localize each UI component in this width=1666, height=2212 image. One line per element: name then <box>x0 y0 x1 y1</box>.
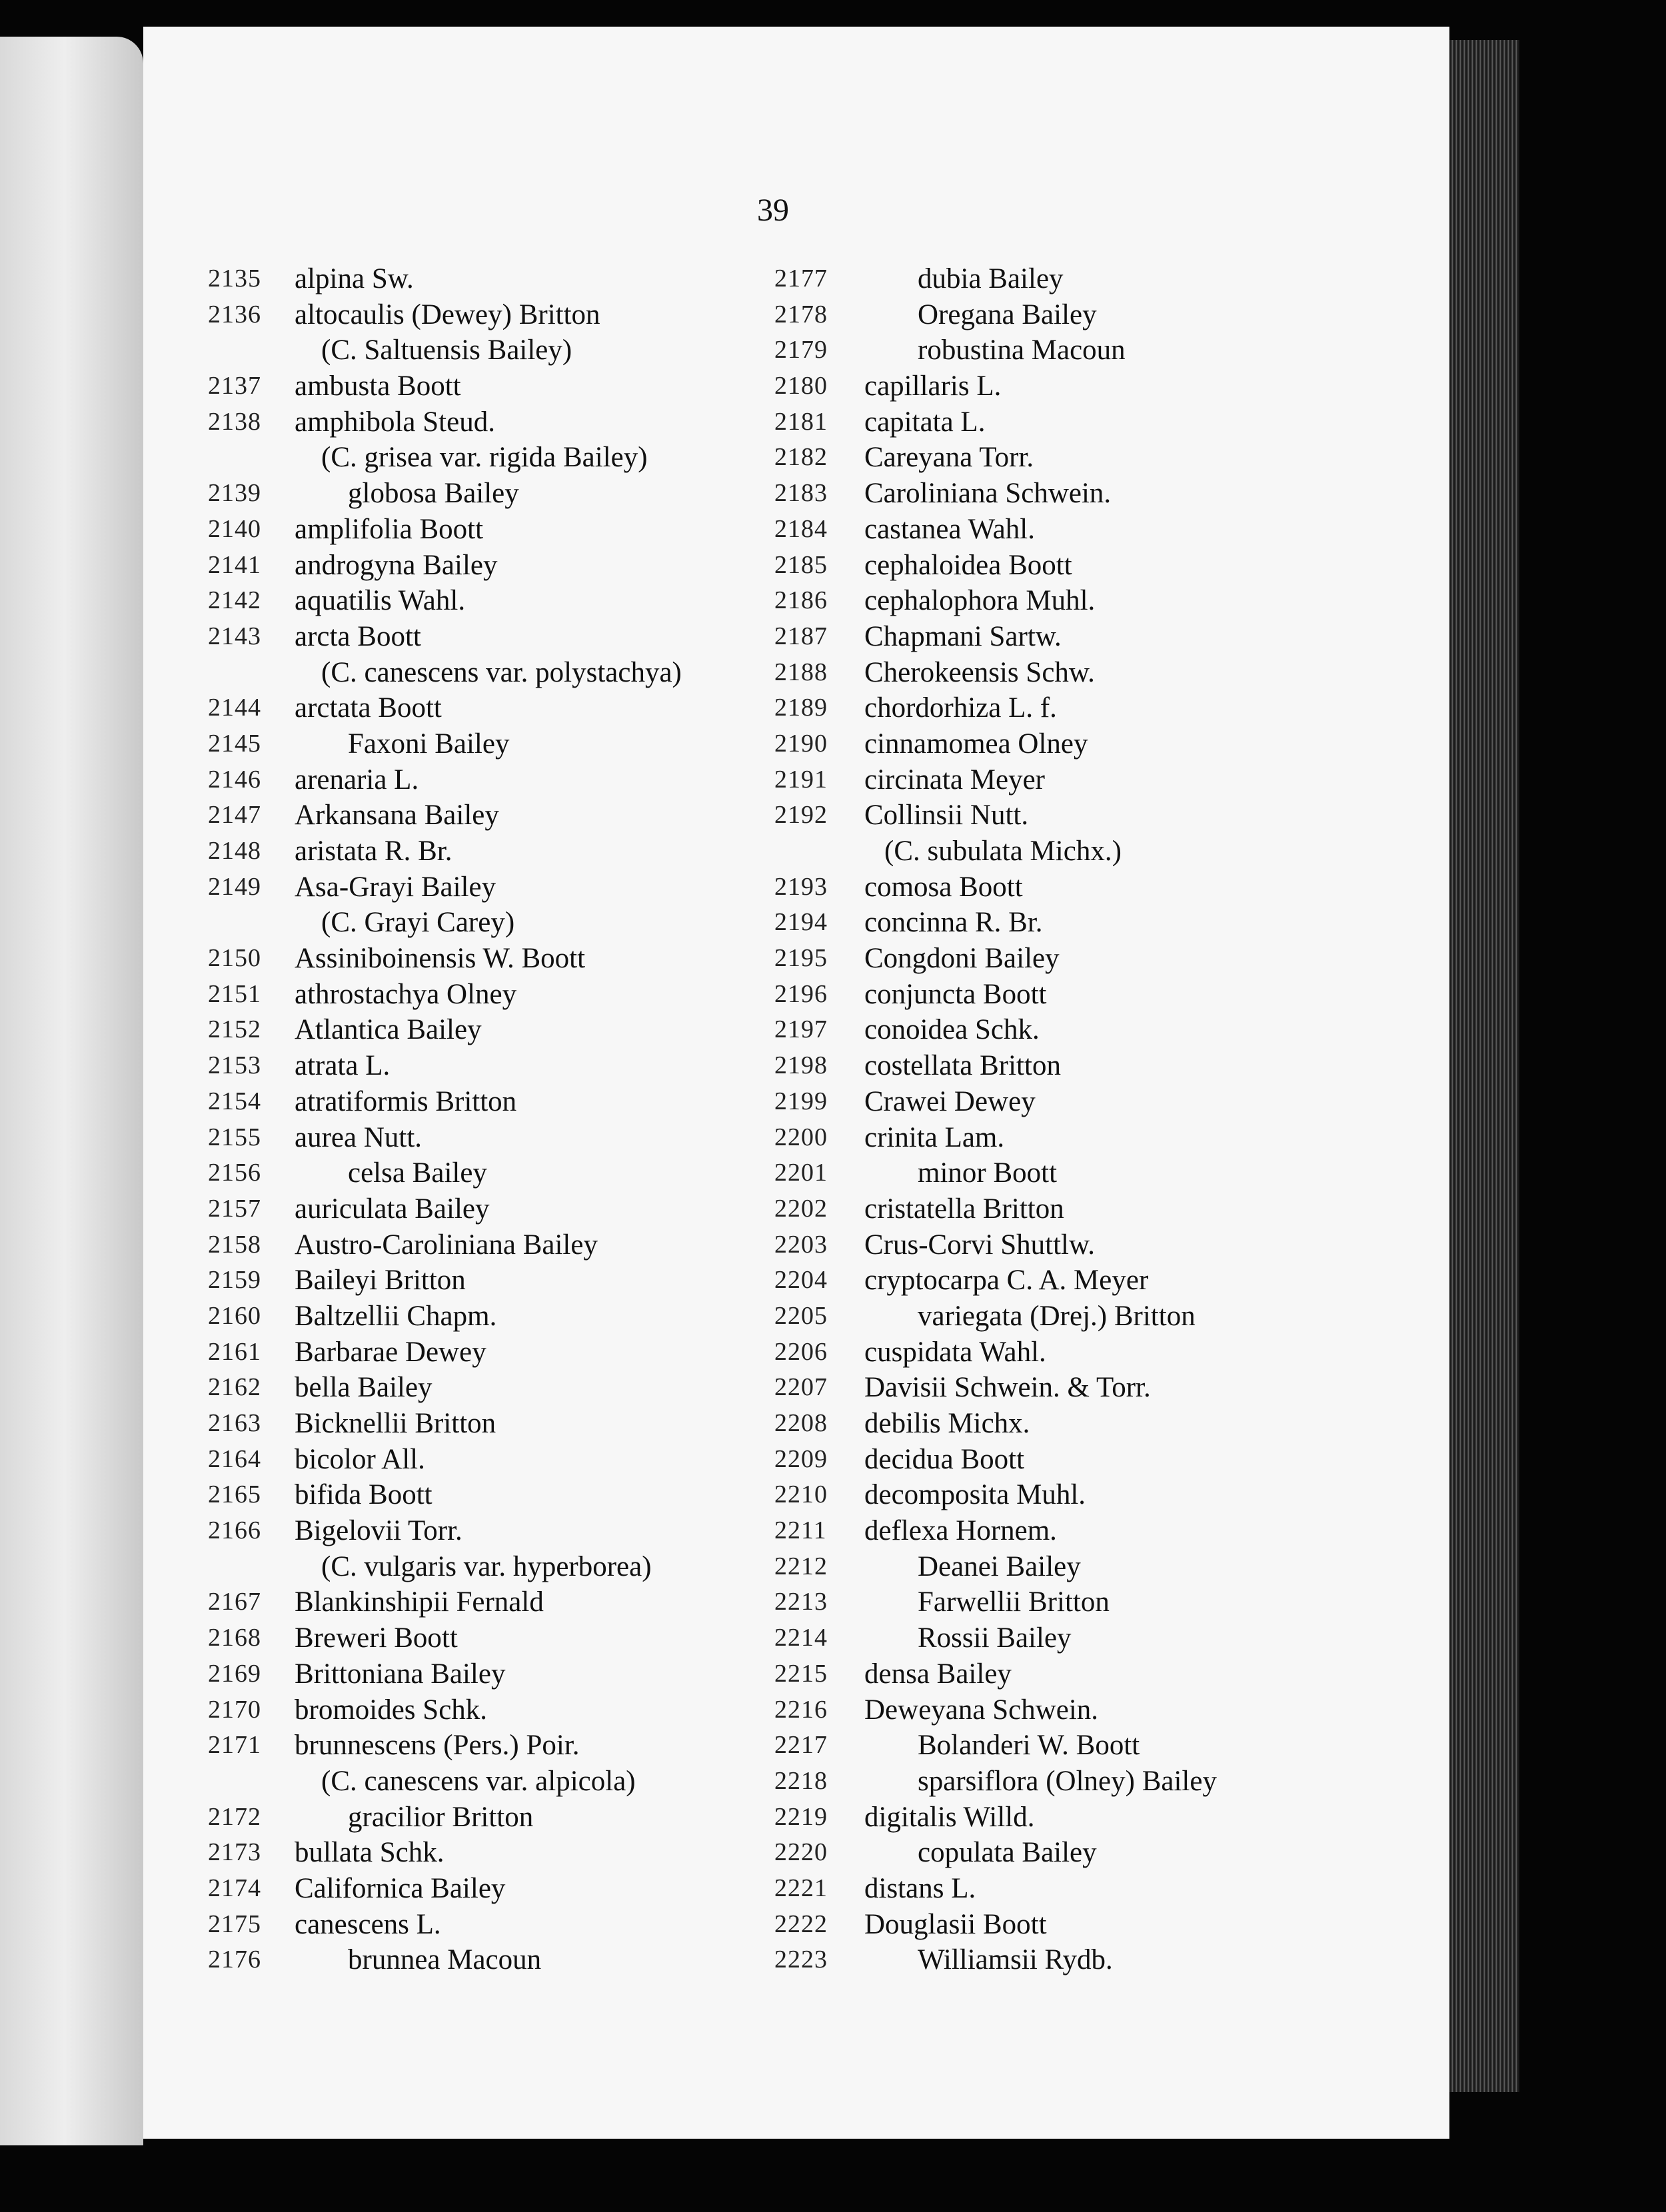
entry-text: costellata Britton <box>864 1050 1061 1082</box>
entry-number: 2201 <box>774 1159 828 1187</box>
entry-text: decomposita Muhl. <box>864 1479 1086 1511</box>
entry-text: Chapmani Sartw. <box>864 620 1062 652</box>
entry-text: digitalis Willd. <box>864 1801 1035 1833</box>
entry-text: aristata R. Br. <box>295 835 452 867</box>
entry-number: 2173 <box>208 1838 261 1867</box>
entry-text: Deanei Bailey <box>918 1550 1081 1582</box>
entry-number: 2187 <box>774 622 828 650</box>
facing-page-edge <box>0 37 143 2145</box>
entry-number: 2141 <box>208 550 261 579</box>
entry-number: 2215 <box>774 1659 828 1688</box>
entry-text: Oregana Bailey <box>918 298 1097 330</box>
entry-text: brunnescens (Pers.) Poir. <box>295 1730 580 1762</box>
entry-text: cephaloidea Boott <box>864 549 1072 581</box>
entry-text: (C. Grayi Carey) <box>321 907 515 939</box>
entry-text: auriculata Bailey <box>295 1193 490 1225</box>
entry-text: ambusta Boott <box>295 370 461 402</box>
entry-number: 2190 <box>774 729 828 758</box>
entry-number: 2160 <box>208 1301 261 1330</box>
entry-text: minor Boott <box>918 1157 1058 1189</box>
entry-text: crinita Lam. <box>864 1121 1005 1153</box>
entry-text: (C. canescens var. polystachya) <box>321 656 682 688</box>
entry-number: 2147 <box>208 801 261 830</box>
entry-number: 2200 <box>774 1123 828 1151</box>
entry-number: 2179 <box>774 336 828 364</box>
entry-number: 2182 <box>774 443 828 472</box>
entry-number: 2204 <box>774 1266 828 1295</box>
entry-number: 2165 <box>208 1480 261 1509</box>
entry-number: 2140 <box>208 514 261 543</box>
entry-number: 2158 <box>208 1230 261 1259</box>
entry-text: Cherokeensis Schw. <box>864 656 1095 688</box>
entry-number: 2196 <box>774 979 828 1008</box>
entry-text: brunnea Macoun <box>348 1944 542 1976</box>
entry-number: 2191 <box>774 765 828 794</box>
entry-text: Deweyana Schwein. <box>864 1694 1099 1726</box>
entry-text: aurea Nutt. <box>295 1121 422 1153</box>
entry-text: Atlantica Bailey <box>295 1014 482 1046</box>
entry-number: 2176 <box>208 1945 261 1974</box>
entry-text: Crawei Dewey <box>864 1085 1036 1117</box>
entry-number: 2181 <box>774 407 828 436</box>
entry-text: amphibola Steud. <box>295 406 495 438</box>
entry-text: Farwellii Britton <box>918 1586 1110 1618</box>
entry-number: 2193 <box>774 872 828 901</box>
entry-number: 2206 <box>774 1337 828 1366</box>
entry-text: capillaris L. <box>864 370 1002 402</box>
entry-number: 2223 <box>774 1945 828 1974</box>
entry-text: (C. vulgaris var. hyperborea) <box>321 1550 652 1582</box>
entry-number: 2195 <box>774 944 828 973</box>
entry-number: 2144 <box>208 694 261 722</box>
entry-text: Crus-Corvi Shuttlw. <box>864 1229 1096 1261</box>
entry-text: distans L. <box>864 1872 976 1904</box>
entry-text: altocaulis (Dewey) Britton <box>295 298 600 330</box>
entry-text: Rossii Bailey <box>918 1622 1072 1654</box>
entry-text: decidua Boott <box>864 1443 1025 1475</box>
entry-number: 2213 <box>774 1588 828 1616</box>
entry-number: 2210 <box>774 1480 828 1509</box>
entry-number: 2135 <box>208 265 261 292</box>
entry-text: Williamsii Rydb. <box>918 1944 1113 1976</box>
entry-number: 2164 <box>208 1444 261 1473</box>
entry-number: 2151 <box>208 979 261 1008</box>
entry-number: 2175 <box>208 1910 261 1938</box>
entry-text: dubia Bailey <box>918 263 1064 294</box>
entry-text: Blankinshipii Fernald <box>295 1586 544 1618</box>
entry-text: (C. grisea var. rigida Bailey) <box>321 442 648 474</box>
entry-number: 2156 <box>208 1159 261 1187</box>
entry-number: 2155 <box>208 1123 261 1151</box>
entry-number: 2205 <box>774 1301 828 1330</box>
entry-number: 2203 <box>774 1230 828 1259</box>
entry-text: canescens L. <box>295 1908 441 1940</box>
entry-number: 2180 <box>774 372 828 400</box>
entry-number: 2192 <box>774 801 828 830</box>
entry-text: Caroliniana Schwein. <box>864 478 1112 510</box>
entry-text: Baileyi Britton <box>295 1265 466 1297</box>
entry-number: 2214 <box>774 1624 828 1652</box>
entry-text: chordorhiza L. f. <box>864 692 1057 724</box>
entry-number: 2157 <box>208 1194 261 1223</box>
entry-number: 2222 <box>774 1910 828 1938</box>
entry-number: 2219 <box>774 1802 828 1831</box>
entry-number: 2154 <box>208 1087 261 1115</box>
entry-text: densa Bailey <box>864 1658 1012 1690</box>
entry-text: cryptocarpa C. A. Meyer <box>864 1265 1149 1297</box>
entry-text: Arkansana Bailey <box>295 800 499 831</box>
entry-text: Faxoni Bailey <box>348 728 510 760</box>
entry-text: copulata Bailey <box>918 1837 1097 1869</box>
entry-text: robustina Macoun <box>918 334 1126 366</box>
entry-number: 2218 <box>774 1766 828 1795</box>
entry-text: deflexa Hornem. <box>864 1515 1057 1547</box>
entry-number: 2178 <box>774 300 828 328</box>
entry-text: bifida Boott <box>295 1479 432 1511</box>
entry-number: 2211 <box>774 1516 827 1545</box>
entry-text: arcta Boott <box>295 620 421 652</box>
entry-number: 2202 <box>774 1194 828 1223</box>
entry-number: 2137 <box>208 372 261 400</box>
entry-number: 2185 <box>774 550 828 579</box>
entry-text: amplifolia Boott <box>295 513 484 545</box>
entry-text: bella Bailey <box>295 1372 432 1404</box>
entry-text: athrostachya Olney <box>295 978 517 1010</box>
entry-number: 2142 <box>208 586 261 615</box>
entry-number: 2171 <box>208 1731 261 1760</box>
entry-text: capitata L. <box>864 406 986 438</box>
entry-text: bicolor All. <box>295 1443 425 1475</box>
entry-number: 2209 <box>774 1444 828 1473</box>
entry-text: gracilior Britton <box>348 1801 534 1833</box>
entry-text: comosa Boott <box>864 871 1023 903</box>
entry-number: 2221 <box>774 1874 828 1902</box>
entry-text: Assiniboinensis W. Boott <box>295 943 586 975</box>
entry-number: 2162 <box>208 1373 261 1402</box>
entry-text: Careyana Torr. <box>864 442 1034 474</box>
entry-number: 2163 <box>208 1409 261 1437</box>
entry-text: (C. Saltuensis Bailey) <box>321 334 572 366</box>
entry-text: castanea Wahl. <box>864 513 1036 545</box>
entry-text: cuspidata Wahl. <box>864 1336 1046 1368</box>
entry-text: sparsiflora (Olney) Bailey <box>918 1765 1217 1797</box>
entry-text: Bolanderi W. Boott <box>918 1730 1140 1762</box>
entry-text: arenaria L. <box>295 764 419 796</box>
entry-text: aquatilis Wahl. <box>295 585 466 617</box>
entry-text: bromoides Schk. <box>295 1694 488 1726</box>
entry-text: Austro-Caroliniana Bailey <box>295 1229 598 1261</box>
entry-text: bullata Schk. <box>295 1837 444 1869</box>
entry-number: 2139 <box>208 479 261 508</box>
entry-text: Baltzellii Chapm. <box>295 1300 497 1332</box>
entry-number: 2159 <box>208 1266 261 1295</box>
entry-number: 2188 <box>774 658 828 686</box>
entry-text: alpina Sw. <box>295 263 414 294</box>
entry-text: Bigelovii Torr. <box>295 1515 462 1547</box>
page-block-edges <box>1449 40 1519 2092</box>
entry-number: 2217 <box>774 1731 828 1760</box>
page-number: 39 <box>757 193 789 228</box>
entry-number: 2145 <box>208 729 261 758</box>
entry-number: 2161 <box>208 1337 261 1366</box>
entry-text: atrata L. <box>295 1050 391 1082</box>
entry-number: 2167 <box>208 1588 261 1616</box>
entry-text: Congdoni Bailey <box>864 943 1060 975</box>
entry-text: arctata Boott <box>295 692 442 724</box>
entry-number: 2152 <box>208 1015 261 1044</box>
entry-number: 2186 <box>774 586 828 615</box>
entry-number: 2220 <box>774 1838 828 1867</box>
entry-text: Barbarae Dewey <box>295 1336 486 1368</box>
entry-number: 2169 <box>208 1659 261 1688</box>
entry-number: 2198 <box>774 1051 828 1080</box>
entry-text: celsa Bailey <box>348 1157 487 1189</box>
entry-text: Collinsii Nutt. <box>864 800 1029 831</box>
entry-text: circinata Meyer <box>864 764 1045 796</box>
entry-number: 2197 <box>774 1015 828 1044</box>
entry-text: Breweri Boott <box>295 1622 458 1654</box>
entry-number: 2212 <box>774 1552 828 1580</box>
entry-number: 2177 <box>774 265 828 292</box>
entry-number: 2166 <box>208 1516 261 1545</box>
entry-text: debilis Michx. <box>864 1408 1030 1439</box>
entry-number: 2143 <box>208 622 261 650</box>
entry-number: 2170 <box>208 1695 261 1724</box>
entry-number: 2136 <box>208 300 261 328</box>
entry-number: 2189 <box>774 694 828 722</box>
entry-number: 2148 <box>208 837 261 865</box>
entry-text: atratiformis Britton <box>295 1085 517 1117</box>
entry-text: Californica Bailey <box>295 1872 506 1904</box>
entry-number: 2138 <box>208 407 261 436</box>
entry-text: androgyna Bailey <box>295 549 498 581</box>
entry-number: 2174 <box>208 1874 261 1902</box>
entry-text: (C. canescens var. alpicola) <box>321 1765 636 1797</box>
entry-number: 2208 <box>774 1409 828 1437</box>
entry-number: 2153 <box>208 1051 261 1080</box>
entry-number: 2168 <box>208 1624 261 1652</box>
entry-text: concinna R. Br. <box>864 907 1043 939</box>
entry-text: cristatella Britton <box>864 1193 1064 1225</box>
entry-number: 2194 <box>774 908 828 937</box>
entry-text: globosa Bailey <box>348 478 519 510</box>
entry-text: cinnamomea Olney <box>864 728 1088 760</box>
entry-text: conoidea Schk. <box>864 1014 1040 1046</box>
entry-number: 2207 <box>774 1373 828 1402</box>
entry-number: 2199 <box>774 1087 828 1115</box>
entry-text: (C. subulata Michx.) <box>884 835 1122 867</box>
entry-number: 2216 <box>774 1695 828 1724</box>
entry-number: 2149 <box>208 872 261 901</box>
entry-text: Bicknellii Britton <box>295 1408 496 1439</box>
entry-text: variegata (Drej.) Britton <box>918 1300 1196 1332</box>
entry-text: Davisii Schwein. & Torr. <box>864 1372 1151 1404</box>
entry-number: 2150 <box>208 944 261 973</box>
entry-number: 2184 <box>774 514 828 543</box>
entry-text: cephalophora Muhl. <box>864 585 1096 617</box>
entry-number: 2172 <box>208 1802 261 1831</box>
entry-number: 2183 <box>774 479 828 508</box>
entry-text: Asa-Grayi Bailey <box>295 871 496 903</box>
entry-text: conjuncta Boott <box>864 978 1047 1010</box>
entry-text: Brittoniana Bailey <box>295 1658 506 1690</box>
entry-number: 2146 <box>208 765 261 794</box>
entry-text: Douglasii Boott <box>864 1908 1047 1940</box>
